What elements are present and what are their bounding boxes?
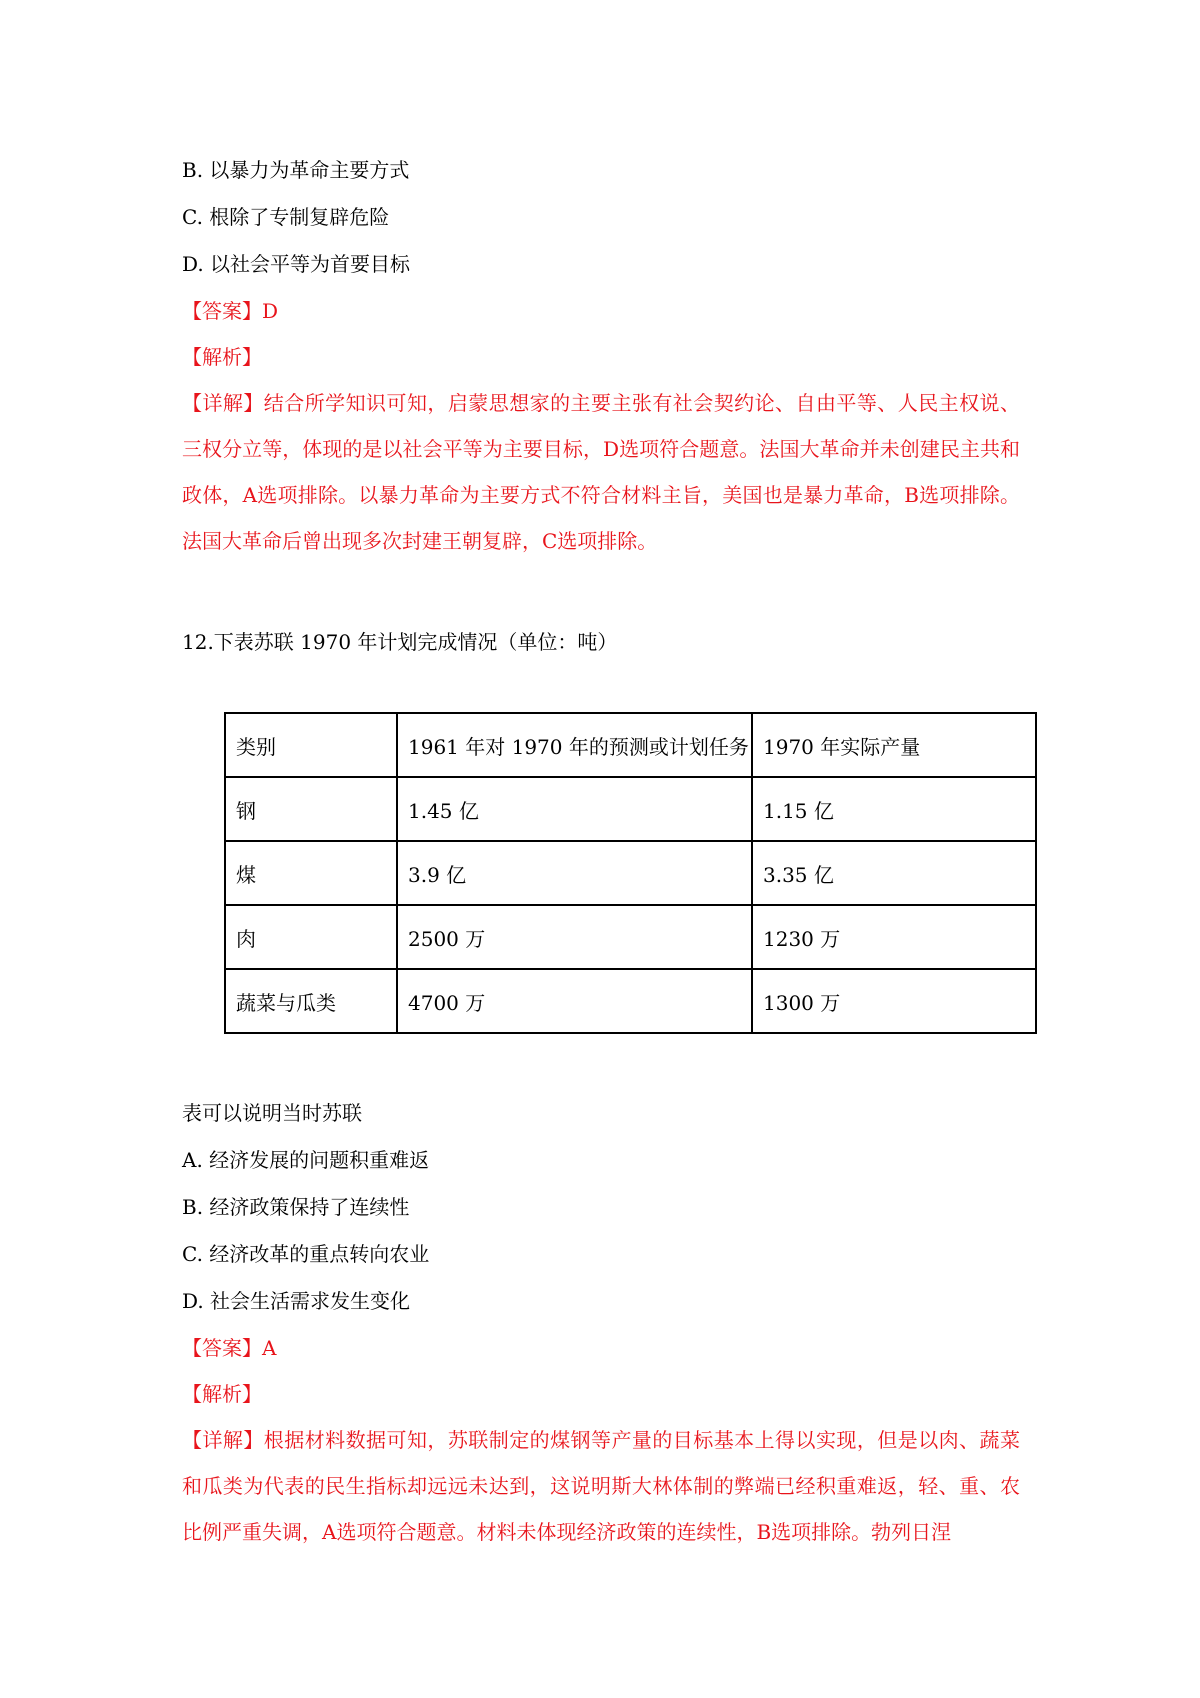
q12-question: 表可以说明当时苏联 bbox=[182, 1101, 362, 1125]
table-cell: 1300 万 bbox=[752, 969, 1036, 1033]
table-cell: 1.45 亿 bbox=[397, 777, 752, 841]
table-cell: 1.15 亿 bbox=[752, 777, 1036, 841]
q12-answer: 【答案】A bbox=[182, 1336, 277, 1360]
q12-option-d: D. 社会生活需求发生变化 bbox=[182, 1289, 411, 1313]
q11-answer: 【答案】D bbox=[182, 299, 279, 323]
table-row bbox=[225, 841, 1036, 905]
q12-option-a: A. 经济发展的问题积重难返 bbox=[182, 1148, 430, 1172]
table-header-cell: 1961 年对 1970 年的预测或计划任务 bbox=[397, 713, 752, 777]
table-header-cell: 类别 bbox=[225, 713, 397, 777]
table-cell: 蔬菜与瓜类 bbox=[225, 969, 397, 1033]
q12-stem: 12.下表苏联 1970 年计划完成情况（单位：吨） bbox=[182, 630, 618, 654]
table-header-cell: 1970 年实际产量 bbox=[752, 713, 1036, 777]
table-cell: 肉 bbox=[225, 905, 397, 969]
q11-option-b: B. 以暴力为革命主要方式 bbox=[182, 158, 410, 182]
table-row bbox=[225, 969, 1036, 1033]
table-cell: 钢 bbox=[225, 777, 397, 841]
q12-option-b: B. 经济政策保持了连续性 bbox=[182, 1195, 410, 1219]
table-row bbox=[225, 777, 1036, 841]
q12-analysis-label: 【解析】 bbox=[182, 1382, 262, 1406]
table-cell: 1230 万 bbox=[752, 905, 1036, 969]
q11-option-c: C. 根除了专制复辟危险 bbox=[182, 205, 390, 229]
q11-detail: 【详解】结合所学知识可知，启蒙思想家的主要主张有社会契约论、自由平等、人民主权说、三权分立等，体现的是以社会平等为主要目标，D选项符合题意。法国大革命并未创建民主共和政体，A选项排除。以暴力革命为主要方式不符合材料主旨，美国也是暴力革命，B选项排除。法国大革命后曾出现多次封建王朝复辟，C选项排除。 bbox=[182, 391, 1020, 553]
table-cell: 2500 万 bbox=[397, 905, 752, 969]
table-header-row bbox=[225, 713, 1036, 777]
table-cell: 4700 万 bbox=[397, 969, 752, 1033]
table-cell: 3.9 亿 bbox=[397, 841, 752, 905]
q12-detail: 【详解】根据材料数据可知，苏联制定的煤钢等产量的目标基本上得以实现，但是以肉、蔬菜和瓜类为代表的民生指标却远远未达到，这说明斯大林体制的弊端已经积重难返，轻、重、农比例严重失调，A选项符合题意。材料未体现经济政策的连续性，B选项排除。勃列日涅 bbox=[182, 1428, 1020, 1544]
production-table bbox=[224, 712, 1037, 1034]
q11-analysis-label: 【解析】 bbox=[182, 345, 262, 369]
q11-option-d: D. 以社会平等为首要目标 bbox=[182, 252, 411, 276]
table-cell: 3.35 亿 bbox=[752, 841, 1036, 905]
table-cell: 煤 bbox=[225, 841, 397, 905]
q12-option-c: C. 经济改革的重点转向农业 bbox=[182, 1242, 430, 1266]
table-row bbox=[225, 905, 1036, 969]
